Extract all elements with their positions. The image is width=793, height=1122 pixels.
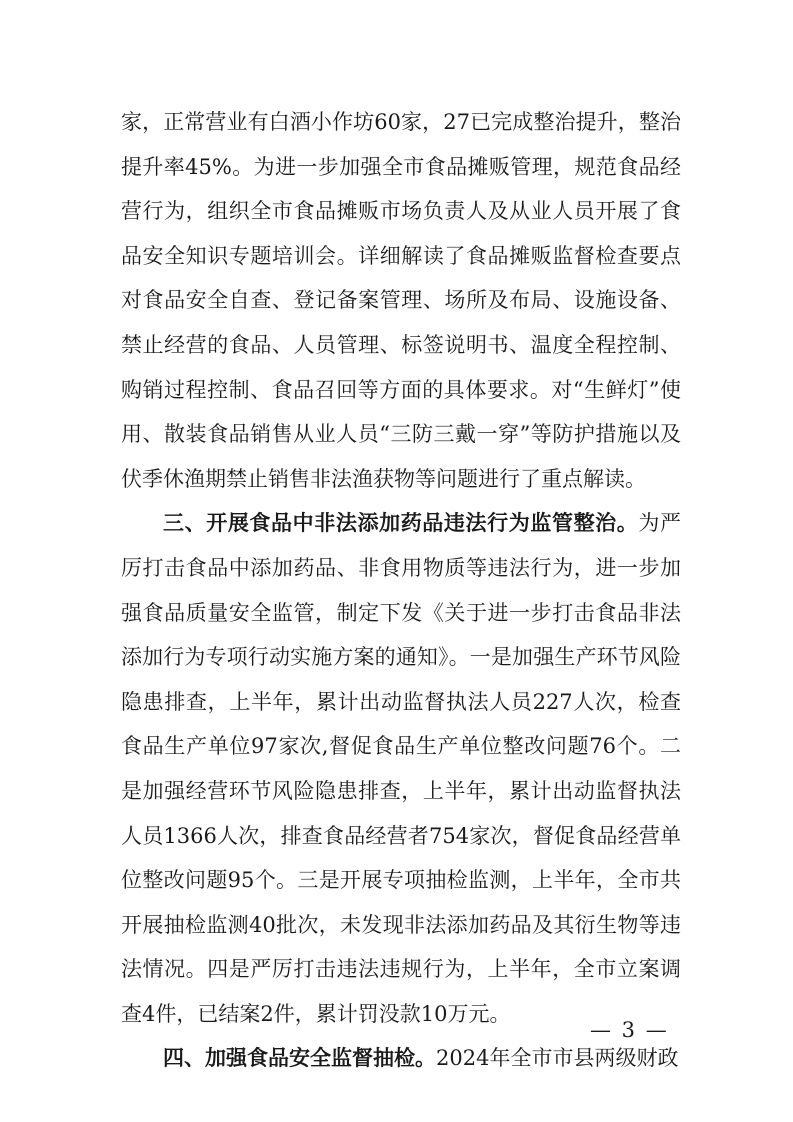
body-text [121,100,681,1081]
paragraph-text: 家，正常营业有白酒小作坊60家，27已完成整治提升，整治提升率45%。为进一步加强全市食品摊贩管理，规范食品经营行为，组织全市食品摊贩市场负责人及从业人员开展了食品安全知识专题培训会。详细解读了食品摊贩监督检查要点对食品安全自查、登记备案管理、场所及布局、设施设备、禁止经营的食品、人员管理、标签说明书、温度全程控制、购销过程控制、食品召回等方面的具体要求。对“生鲜灯”使用、散装食品销售从业人员“三防三戴一穿”等防护措施以及伏季休渔期禁止销售非法渔获物等问题进行了重点解读。 [121,110,681,491]
paragraph-text: 为严厉打击食品中添加药品、非食用物质等违法行为，进一步加强食品质量安全监管，制定下发《关于进一步打击食品非法添加行为专项行动实施方案的通知》。一是加强生产环节风险隐患排查，上半年，累计出动监督执法人员227人次，检查食品生产单位97家次,督促食品生产单位整改问题76个。二是加强经营环节风险隐患排查，上半年，累计出动监督执法人员1366人次，排查食品经营者754家次，督促食品经营单位整改问题95个。三是开展专项抽检监测，上半年，全市共开展抽检监测40批次，未发现非法添加药品及其衍生物等违法情况。四是严厉打击违法违规行为，上半年，全市立案调查4件，已结案2件，累计罚没款10万元。 [121,511,681,1026]
page-number: — 3 — [590,1018,669,1042]
paragraph-text: 2024年全市市县两级财政 [436,1046,679,1071]
paragraph-continued [121,100,681,501]
paragraph-section-3 [121,501,681,1036]
paragraph-section-4 [121,1036,681,1081]
section-heading: 四、加强食品安全监督抽检。 [163,1046,436,1071]
section-heading: 三、开展食品中非法添加药品违法行为监管整治。 [163,511,639,536]
